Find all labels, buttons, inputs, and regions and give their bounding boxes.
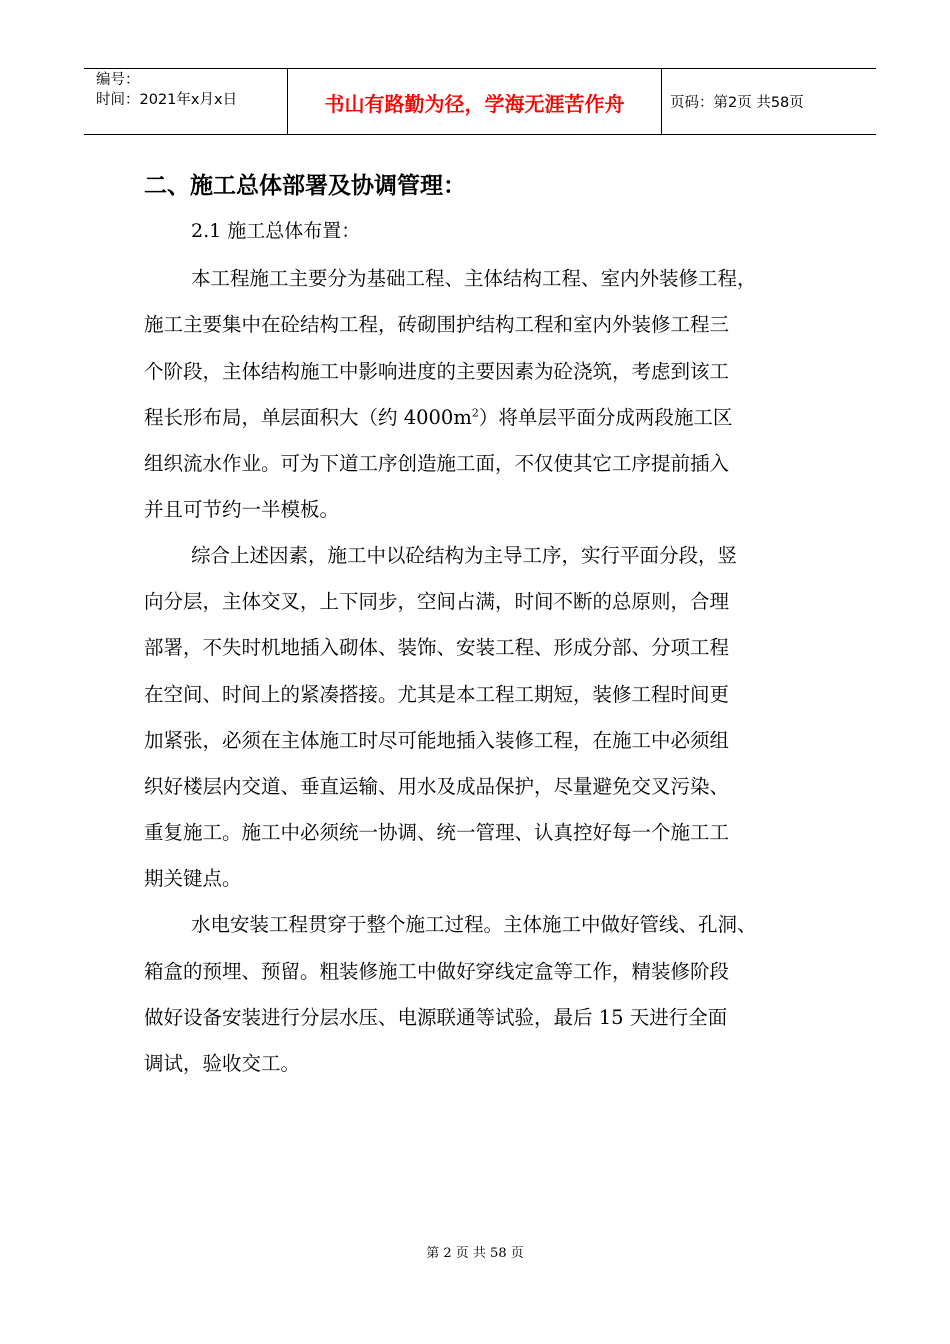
paragraph-line: 期关键点。 [144, 867, 242, 890]
paragraph-line: 做好设备安装进行分层水压、电源联通等试验，最后 15 天进行全面 [144, 1006, 728, 1029]
header-meta-cell [84, 69, 287, 134]
paragraph-line: 并且可节约一半模板。 [144, 498, 340, 521]
paragraph-line: 施工主要集中在砼结构工程，砖砌围护结构工程和室内外装修工程三 [144, 313, 730, 336]
page-footer-number: 第 2 页 共 58 页 [426, 1246, 524, 1261]
document-date: 时间：2021年x月x日 [96, 92, 238, 108]
paragraph-line: 加紧张，必须在主体施工时尽可能地插入装修工程，在施工中必须组 [144, 729, 730, 752]
paragraph-line: 箱盒的预埋、预留。粗装修施工中做好穿线定盒等工作，精装修阶段 [144, 960, 730, 983]
paragraph-line: 综合上述因素，施工中以砼结构为主导工序，实行平面分段，竖 [191, 544, 738, 567]
document-number-label: 编号： [96, 72, 140, 88]
subsection-heading: 2.1 施工总体布置： [191, 220, 361, 242]
paragraph-line: 部署，不失时机地插入砌体、装饰、安装工程、形成分部、分项工程 [144, 636, 730, 659]
header-motto-cell [287, 69, 662, 134]
area-text-tail: ）将单层平面分成两段施工区 [478, 406, 733, 429]
page-header [84, 68, 876, 135]
paragraph-line: 组织流水作业。可为下道工序创造施工面，不仅使其它工序提前插入 [144, 452, 730, 475]
paragraph-line: 在空间、时间上的紧凑搭接。尤其是本工程工期短，装修工程时间更 [144, 683, 730, 706]
paragraph-line: 向分层，主体交叉，上下同步，空间占满，时间不断的总原则，合理 [144, 590, 730, 613]
paragraph-line: 调试，验收交工。 [144, 1052, 301, 1075]
paragraph-line: 本工程施工主要分为基础工程、主体结构工程、室内外装修工程， [191, 267, 757, 290]
paragraph-line: 织好楼层内交道、垂直运输、用水及成品保护，尽量避免交叉污染、 [144, 775, 730, 798]
paragraph-line: 个阶段，主体结构施工中影响进度的主要因素为砼浇筑，考虑到该工 [144, 360, 730, 383]
area-superscript: 2 [471, 406, 479, 420]
header-motto: 书山有路勤为径，学海无涯苦作舟 [324, 92, 625, 116]
paragraph-line: 重复施工。施工中必须统一协调、统一管理、认真控好每一个施工工 [144, 821, 730, 844]
section-heading: 二、施工总体部署及协调管理： [144, 173, 466, 199]
area-text: 程长形布局，单层面积大（约 4000m [144, 406, 472, 429]
paragraph-line: 水电安装工程贯穿于整个施工过程。主体施工中做好管线、孔洞、 [191, 913, 757, 936]
header-page-cell [662, 69, 876, 134]
paragraph-line [144, 406, 732, 430]
header-page-number: 页码：第2页 共58页 [670, 95, 804, 111]
